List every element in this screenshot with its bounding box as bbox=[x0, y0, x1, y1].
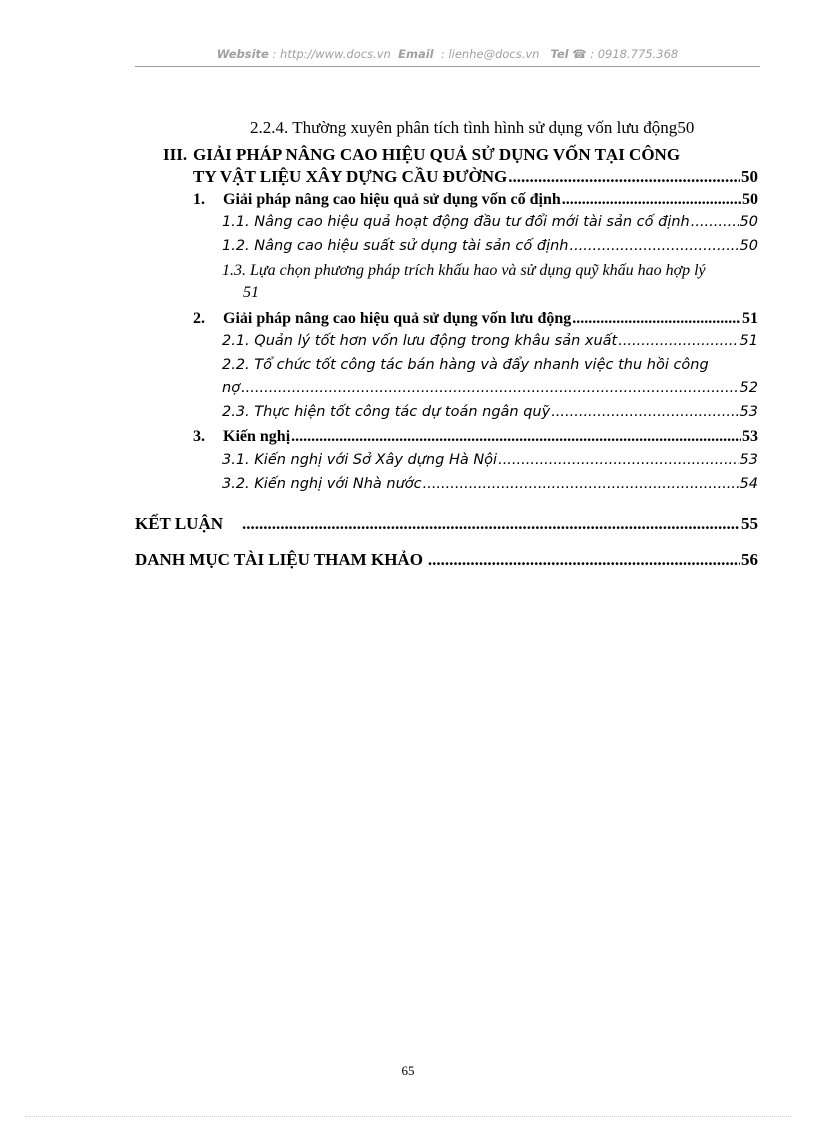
toc-item-page: 50 bbox=[739, 238, 758, 254]
toc-item-number: 1. bbox=[193, 191, 205, 208]
toc-item-3-2[interactable] bbox=[222, 476, 758, 492]
toc-item-page: 54 bbox=[739, 476, 758, 492]
toc-item-2-2-line1[interactable] bbox=[222, 357, 758, 373]
toc-item-page: 53 bbox=[739, 404, 758, 420]
email-value[interactable]: : lienhe@docs.vn bbox=[440, 47, 540, 61]
toc-item-text: DANH MỤC TÀI LIỆU THAM KHẢO bbox=[135, 550, 423, 569]
toc-item-text: 2.1. Quản lý tốt hơn vốn lưu động trong khâu sản xuất bbox=[222, 333, 618, 349]
toc-item-2-2-line2[interactable] bbox=[222, 380, 758, 396]
website-value[interactable]: : http://www.docs.vn bbox=[272, 47, 391, 61]
toc-item-page: 50 bbox=[677, 118, 695, 137]
toc-item-3-1[interactable] bbox=[222, 452, 758, 468]
page-number: 65 bbox=[401, 1063, 415, 1078]
toc-section-title-line1: GIẢI PHÁP NÂNG CAO HIỆU QUẢ SỬ DỤNG VỐN TẠI CÔNG bbox=[193, 145, 681, 164]
toc-item-3[interactable] bbox=[193, 428, 758, 446]
toc-item-text: 2.2.4. Thường xuyên phân tích tình hình sử dụng vốn lưu động bbox=[250, 118, 678, 137]
toc-item-1-2[interactable] bbox=[222, 238, 758, 254]
toc-item-2-1[interactable] bbox=[222, 333, 758, 349]
toc-item-page: 51 bbox=[739, 333, 758, 349]
toc-item-page: 50 bbox=[739, 214, 758, 230]
toc-item-1[interactable] bbox=[193, 191, 758, 209]
toc-item-text: 3.2. Kiến nghị với Nhà nước bbox=[222, 476, 422, 492]
toc-item-text: 1.1. Nâng cao hiệu quả hoạt động đầu tư đổi mới tài sản cố định bbox=[222, 214, 690, 230]
toc-item-page: 53 bbox=[739, 452, 758, 468]
toc-ket-luan[interactable] bbox=[135, 514, 758, 534]
toc-section-iii-line1[interactable] bbox=[163, 145, 758, 165]
toc-section-iii-line2[interactable] bbox=[193, 167, 758, 187]
toc-item-page: 50 bbox=[742, 191, 758, 208]
toc-item-page: 51 bbox=[243, 284, 259, 301]
toc-item-text: Giải pháp nâng cao hiệu quả sử dụng vốn lưu động bbox=[223, 310, 572, 327]
toc-item-text: Giải pháp nâng cao hiệu quả sử dụng vốn cố định bbox=[223, 191, 561, 208]
toc-item-page: 52 bbox=[739, 380, 758, 396]
email-label: Email bbox=[398, 47, 434, 61]
toc-item-2-2-4[interactable] bbox=[250, 118, 758, 138]
footer-divider bbox=[25, 1116, 791, 1117]
toc-item-1-3[interactable] bbox=[222, 262, 758, 280]
toc-item-text: 1.2. Nâng cao hiệu suất sử dụng tài sản cố định bbox=[222, 238, 569, 254]
tel-label: Tel bbox=[550, 47, 569, 61]
toc-item-text-line1: 2.2. Tổ chức tốt công tác bán hàng và đẩy nhanh việc thu hồi công bbox=[222, 357, 709, 373]
toc-item-text: 1.3. Lựa chọn phương pháp trích khấu hao và sử dụng quỹ khấu hao hợp lý bbox=[222, 262, 706, 279]
toc-item-text: 2.3. Thực hiện tốt công tác dự toán ngân quỹ bbox=[222, 404, 551, 420]
website-label: Website bbox=[216, 47, 269, 61]
toc-item-number: 3. bbox=[193, 428, 205, 445]
toc-section-title-line2: TY VẬT LIỆU XÂY DỰNG CẦU ĐƯỜNG bbox=[193, 167, 508, 186]
toc-item-2-3[interactable] bbox=[222, 404, 758, 420]
toc-item-page: 55 bbox=[741, 514, 758, 533]
toc-item-text: 3.1. Kiến nghị với Sở Xây dựng Hà Nội bbox=[222, 452, 498, 468]
toc-item-text: KẾT LUẬN bbox=[135, 514, 224, 533]
page-header bbox=[135, 47, 760, 61]
toc-item-page: 53 bbox=[742, 428, 758, 445]
toc-item-page: 56 bbox=[741, 550, 758, 569]
toc-item-1-3-page-row bbox=[243, 284, 343, 302]
toc-item-page: 51 bbox=[742, 310, 758, 327]
toc-item-text-line2: nợ bbox=[222, 380, 241, 396]
toc-section-number: III. bbox=[163, 145, 188, 164]
tel-value: ☎ : 0918.775.368 bbox=[572, 47, 679, 61]
toc-item-page: 50 bbox=[741, 167, 758, 186]
toc-item-2[interactable] bbox=[193, 310, 758, 328]
toc-item-text: Kiến nghị bbox=[223, 428, 291, 445]
toc-item-number: 2. bbox=[193, 310, 205, 327]
toc-item-1-1[interactable] bbox=[222, 214, 758, 230]
toc-references[interactable] bbox=[135, 550, 758, 570]
header-divider bbox=[135, 66, 760, 67]
